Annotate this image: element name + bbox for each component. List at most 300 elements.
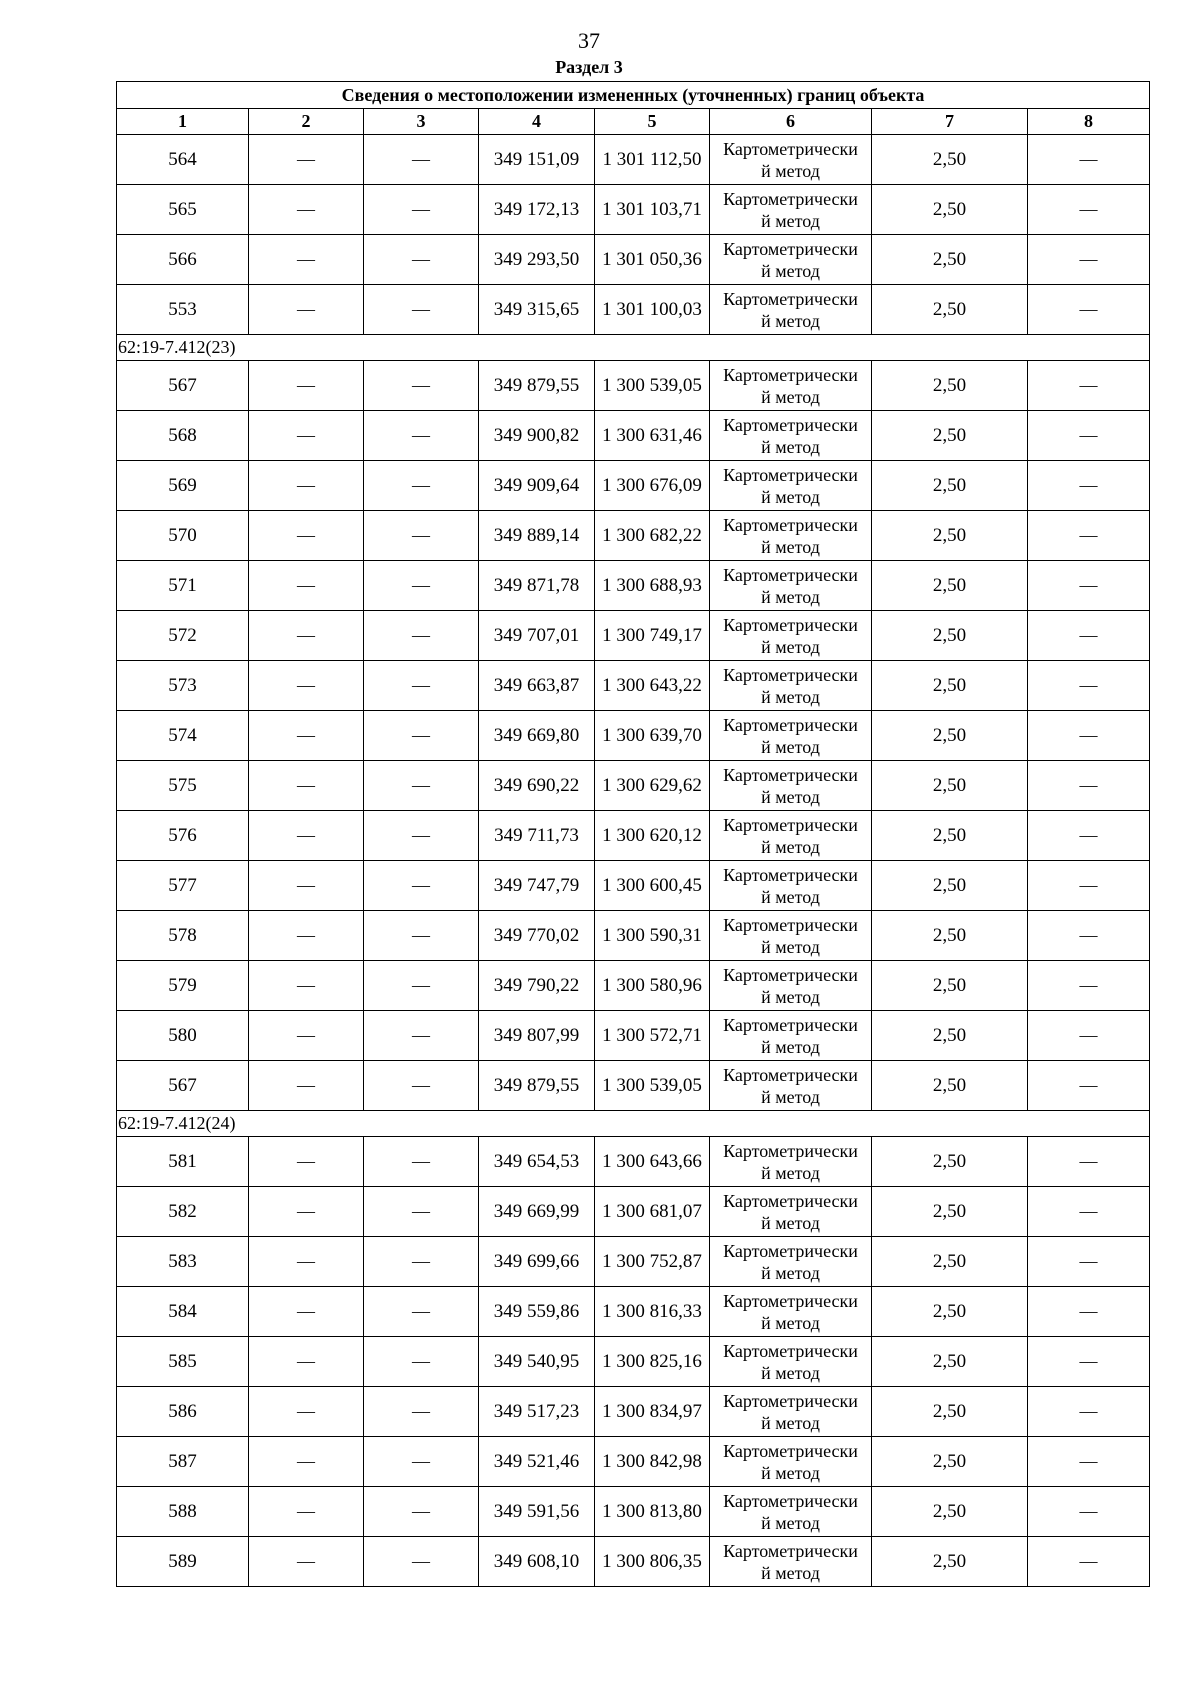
page-number: 37 (578, 28, 600, 53)
accuracy-cell: 2,50 (872, 1287, 1028, 1337)
dash-cell: — (1028, 1487, 1150, 1537)
dash-cell: — (364, 711, 479, 761)
dash-cell: — (249, 1137, 364, 1187)
y-coordinate-cell: 1 301 100,03 (595, 285, 710, 335)
dash-cell: — (249, 1337, 364, 1387)
method-cell (710, 1337, 872, 1387)
x-coordinate-cell: 349 900,82 (479, 411, 595, 461)
method-cell (710, 561, 872, 611)
y-coordinate-cell: 1 301 112,50 (595, 135, 710, 185)
method-line-2: й метод (761, 1036, 820, 1057)
column-number: 8 (1028, 109, 1150, 135)
accuracy-cell: 2,50 (872, 911, 1028, 961)
accuracy-cell: 2,50 (872, 1387, 1028, 1437)
table-row (117, 711, 1150, 761)
point-number-cell: 582 (117, 1187, 249, 1237)
table-row (117, 411, 1150, 461)
x-coordinate-cell: 349 293,50 (479, 235, 595, 285)
table-row (117, 461, 1150, 511)
method-cell (710, 135, 872, 185)
accuracy-cell: 2,50 (872, 1237, 1028, 1287)
dash-cell: — (364, 661, 479, 711)
x-coordinate-cell: 349 669,99 (479, 1187, 595, 1237)
method-cell (710, 1237, 872, 1287)
dash-cell: — (1028, 185, 1150, 235)
point-number-cell: 584 (117, 1287, 249, 1337)
dash-cell: — (1028, 285, 1150, 335)
accuracy-cell: 2,50 (872, 1437, 1028, 1487)
dash-cell: — (249, 861, 364, 911)
dash-cell: — (249, 811, 364, 861)
point-number-cell: 585 (117, 1337, 249, 1387)
method-line-2: й метод (761, 310, 820, 331)
method-line-2: й метод (761, 986, 820, 1007)
dash-cell: — (249, 1437, 364, 1487)
y-coordinate-cell: 1 300 749,17 (595, 611, 710, 661)
table-row (117, 1287, 1150, 1337)
method-line-1: Картометрически (723, 414, 858, 435)
dash-cell: — (364, 135, 479, 185)
dash-cell: — (364, 1137, 479, 1187)
y-coordinate-cell: 1 300 806,35 (595, 1537, 710, 1587)
table-row (117, 761, 1150, 811)
dash-cell: — (1028, 361, 1150, 411)
table-row (117, 235, 1150, 285)
accuracy-cell: 2,50 (872, 1061, 1028, 1111)
dash-cell: — (249, 285, 364, 335)
point-number-cell: 564 (117, 135, 249, 185)
point-number-cell: 589 (117, 1537, 249, 1587)
accuracy-cell: 2,50 (872, 411, 1028, 461)
dash-cell: — (1028, 461, 1150, 511)
accuracy-cell: 2,50 (872, 1337, 1028, 1387)
method-line-2: й метод (761, 1362, 820, 1383)
accuracy-cell: 2,50 (872, 561, 1028, 611)
accuracy-cell: 2,50 (872, 1537, 1028, 1587)
accuracy-cell: 2,50 (872, 511, 1028, 561)
x-coordinate-cell: 349 690,22 (479, 761, 595, 811)
dash-cell: — (249, 1061, 364, 1111)
method-cell (710, 411, 872, 461)
dash-cell: — (1028, 911, 1150, 961)
x-coordinate-cell: 349 807,99 (479, 1011, 595, 1061)
accuracy-cell: 2,50 (872, 811, 1028, 861)
method-cell (710, 1287, 872, 1337)
table-title: Сведения о местоположении измененных (уточненных) границ объекта (117, 82, 1150, 109)
table-body (117, 135, 1150, 1587)
point-number-cell: 583 (117, 1237, 249, 1287)
point-number-cell: 566 (117, 235, 249, 285)
method-line-2: й метод (761, 1162, 820, 1183)
x-coordinate-cell: 349 591,56 (479, 1487, 595, 1537)
x-coordinate-cell: 349 879,55 (479, 361, 595, 411)
method-line-2: й метод (761, 586, 820, 607)
method-cell (710, 1537, 872, 1587)
y-coordinate-cell: 1 300 752,87 (595, 1237, 710, 1287)
accuracy-cell: 2,50 (872, 361, 1028, 411)
x-coordinate-cell: 349 871,78 (479, 561, 595, 611)
dash-cell: — (1028, 961, 1150, 1011)
x-coordinate-cell: 349 889,14 (479, 511, 595, 561)
method-cell (710, 1137, 872, 1187)
method-line-1: Картометрически (723, 288, 858, 309)
y-coordinate-cell: 1 300 816,33 (595, 1287, 710, 1337)
y-coordinate-cell: 1 300 834,97 (595, 1387, 710, 1437)
dash-cell: — (1028, 1187, 1150, 1237)
table-row (117, 1061, 1150, 1111)
dash-cell: — (364, 235, 479, 285)
method-line-2: й метод (761, 1086, 820, 1107)
method-line-1: Картометрически (723, 1440, 858, 1461)
method-line-2: й метод (761, 260, 820, 281)
dash-cell: — (249, 761, 364, 811)
table-row (117, 861, 1150, 911)
dash-cell: — (249, 1387, 364, 1437)
method-line-2: й метод (761, 386, 820, 407)
dash-cell: — (249, 1011, 364, 1061)
y-coordinate-cell: 1 300 825,16 (595, 1337, 710, 1387)
group-row (117, 335, 1150, 361)
dash-cell: — (1028, 1287, 1150, 1337)
x-coordinate-cell: 349 151,09 (479, 135, 595, 185)
point-number-cell: 569 (117, 461, 249, 511)
dash-cell: — (249, 711, 364, 761)
method-cell (710, 761, 872, 811)
accuracy-cell: 2,50 (872, 711, 1028, 761)
point-number-cell: 581 (117, 1137, 249, 1187)
dash-cell: — (364, 185, 479, 235)
dash-cell: — (364, 861, 479, 911)
x-coordinate-cell: 349 608,10 (479, 1537, 595, 1587)
accuracy-cell: 2,50 (872, 861, 1028, 911)
point-number-cell: 580 (117, 1011, 249, 1061)
accuracy-cell: 2,50 (872, 661, 1028, 711)
dash-cell: — (1028, 811, 1150, 861)
method-line-1: Картометрически (723, 964, 858, 985)
point-number-cell: 577 (117, 861, 249, 911)
method-line-1: Картометрически (723, 664, 858, 685)
x-coordinate-cell: 349 517,23 (479, 1387, 595, 1437)
x-coordinate-cell: 349 559,86 (479, 1287, 595, 1337)
y-coordinate-cell: 1 300 539,05 (595, 1061, 710, 1111)
dash-cell: — (1028, 1437, 1150, 1487)
column-number-row (117, 109, 1150, 135)
dash-cell: — (1028, 1011, 1150, 1061)
dash-cell: — (1028, 1061, 1150, 1111)
method-cell (710, 1487, 872, 1537)
table-row (117, 1537, 1150, 1587)
y-coordinate-cell: 1 300 539,05 (595, 361, 710, 411)
point-number-cell: 568 (117, 411, 249, 461)
x-coordinate-cell: 349 707,01 (479, 611, 595, 661)
method-line-2: й метод (761, 160, 820, 181)
x-coordinate-cell: 349 909,64 (479, 461, 595, 511)
method-line-1: Картометрически (723, 1140, 858, 1161)
x-coordinate-cell: 349 790,22 (479, 961, 595, 1011)
dash-cell: — (249, 411, 364, 461)
column-number: 4 (479, 109, 595, 135)
x-coordinate-cell: 349 521,46 (479, 1437, 595, 1487)
method-cell (710, 1387, 872, 1437)
point-number-cell: 576 (117, 811, 249, 861)
dash-cell: — (364, 811, 479, 861)
point-number-cell: 579 (117, 961, 249, 1011)
dash-cell: — (364, 1337, 479, 1387)
x-coordinate-cell: 349 879,55 (479, 1061, 595, 1111)
dash-cell: — (364, 1487, 479, 1537)
section-title: Раздел 3 (555, 57, 623, 77)
point-number-cell: 578 (117, 911, 249, 961)
method-line-2: й метод (761, 636, 820, 657)
method-cell (710, 1011, 872, 1061)
method-line-1: Картометрически (723, 464, 858, 485)
method-line-1: Картометрически (723, 364, 858, 385)
table-row (117, 1011, 1150, 1061)
point-number-cell: 586 (117, 1387, 249, 1437)
point-number-cell: 573 (117, 661, 249, 711)
column-number: 5 (595, 109, 710, 135)
method-line-1: Картометрически (723, 1390, 858, 1411)
method-line-1: Картометрически (723, 864, 858, 885)
table-row (117, 911, 1150, 961)
method-line-1: Картометрически (723, 1290, 858, 1311)
table-row (117, 1487, 1150, 1537)
y-coordinate-cell: 1 300 620,12 (595, 811, 710, 861)
dash-cell: — (249, 135, 364, 185)
group-label: 62:19-7.412(23) (117, 335, 1150, 361)
accuracy-cell: 2,50 (872, 1187, 1028, 1237)
method-cell (710, 911, 872, 961)
boundary-coordinates-table (116, 81, 1150, 1587)
x-coordinate-cell: 349 172,13 (479, 185, 595, 235)
x-coordinate-cell: 349 654,53 (479, 1137, 595, 1187)
dash-cell: — (364, 411, 479, 461)
method-line-2: й метод (761, 886, 820, 907)
y-coordinate-cell: 1 300 639,70 (595, 711, 710, 761)
method-line-1: Картометрически (723, 1014, 858, 1035)
accuracy-cell: 2,50 (872, 1137, 1028, 1187)
x-coordinate-cell: 349 711,73 (479, 811, 595, 861)
method-cell (710, 711, 872, 761)
table-row (117, 135, 1150, 185)
dash-cell: — (1028, 235, 1150, 285)
method-cell (710, 661, 872, 711)
method-line-2: й метод (761, 1312, 820, 1333)
point-number-cell: 571 (117, 561, 249, 611)
y-coordinate-cell: 1 300 682,22 (595, 511, 710, 561)
method-line-2: й метод (761, 786, 820, 807)
y-coordinate-cell: 1 300 842,98 (595, 1437, 710, 1487)
table-row (117, 611, 1150, 661)
dash-cell: — (249, 235, 364, 285)
method-cell (710, 185, 872, 235)
dash-cell: — (364, 1537, 479, 1587)
point-number-cell: 567 (117, 361, 249, 411)
table-row (117, 361, 1150, 411)
dash-cell: — (1028, 1387, 1150, 1437)
y-coordinate-cell: 1 300 600,45 (595, 861, 710, 911)
table-row (117, 961, 1150, 1011)
x-coordinate-cell: 349 669,80 (479, 711, 595, 761)
dash-cell: — (249, 511, 364, 561)
method-line-2: й метод (761, 486, 820, 507)
dash-cell: — (249, 1487, 364, 1537)
dash-cell: — (1028, 1137, 1150, 1187)
table-row (117, 1337, 1150, 1387)
method-line-2: й метод (761, 1262, 820, 1283)
dash-cell: — (364, 1187, 479, 1237)
point-number-cell: 574 (117, 711, 249, 761)
point-number-cell: 588 (117, 1487, 249, 1537)
dash-cell: — (364, 911, 479, 961)
method-line-2: й метод (761, 1562, 820, 1583)
method-line-2: й метод (761, 1412, 820, 1433)
dash-cell: — (364, 1437, 479, 1487)
method-line-1: Картометрически (723, 238, 858, 259)
dash-cell: — (1028, 611, 1150, 661)
y-coordinate-cell: 1 300 572,71 (595, 1011, 710, 1061)
method-cell (710, 1187, 872, 1237)
point-number-cell: 587 (117, 1437, 249, 1487)
y-coordinate-cell: 1 301 050,36 (595, 235, 710, 285)
y-coordinate-cell: 1 300 631,46 (595, 411, 710, 461)
dash-cell: — (1028, 861, 1150, 911)
dash-cell: — (249, 1287, 364, 1337)
accuracy-cell: 2,50 (872, 961, 1028, 1011)
dash-cell: — (364, 285, 479, 335)
y-coordinate-cell: 1 300 676,09 (595, 461, 710, 511)
accuracy-cell: 2,50 (872, 185, 1028, 235)
method-line-2: й метод (761, 936, 820, 957)
method-cell (710, 361, 872, 411)
method-cell (710, 811, 872, 861)
method-line-1: Картометрически (723, 1240, 858, 1261)
dash-cell: — (249, 1537, 364, 1587)
method-cell (710, 285, 872, 335)
method-line-1: Картометрически (723, 1540, 858, 1561)
column-number: 7 (872, 109, 1028, 135)
y-coordinate-cell: 1 300 643,22 (595, 661, 710, 711)
table-row (117, 1137, 1150, 1187)
dash-cell: — (1028, 661, 1150, 711)
method-line-2: й метод (761, 1462, 820, 1483)
method-line-2: й метод (761, 686, 820, 707)
method-cell (710, 861, 872, 911)
dash-cell: — (249, 611, 364, 661)
table-row (117, 811, 1150, 861)
y-coordinate-cell: 1 300 681,07 (595, 1187, 710, 1237)
method-line-1: Картометрически (723, 1340, 858, 1361)
accuracy-cell: 2,50 (872, 235, 1028, 285)
accuracy-cell: 2,50 (872, 611, 1028, 661)
method-line-2: й метод (761, 1512, 820, 1533)
method-line-2: й метод (761, 210, 820, 231)
method-line-1: Картометрически (723, 764, 858, 785)
point-number-cell: 570 (117, 511, 249, 561)
x-coordinate-cell: 349 315,65 (479, 285, 595, 335)
dash-cell: — (1028, 711, 1150, 761)
dash-cell: — (1028, 761, 1150, 811)
accuracy-cell: 2,50 (872, 1487, 1028, 1537)
table-row (117, 185, 1150, 235)
dash-cell: — (249, 961, 364, 1011)
point-number-cell: 553 (117, 285, 249, 335)
accuracy-cell: 2,50 (872, 135, 1028, 185)
dash-cell: — (364, 461, 479, 511)
point-number-cell: 567 (117, 1061, 249, 1111)
dash-cell: — (1028, 561, 1150, 611)
accuracy-cell: 2,50 (872, 1011, 1028, 1061)
dash-cell: — (364, 1011, 479, 1061)
dash-cell: — (364, 361, 479, 411)
dash-cell: — (364, 1237, 479, 1287)
y-coordinate-cell: 1 301 103,71 (595, 185, 710, 235)
dash-cell: — (249, 661, 364, 711)
table-row (117, 661, 1150, 711)
method-cell (710, 961, 872, 1011)
y-coordinate-cell: 1 300 629,62 (595, 761, 710, 811)
method-cell (710, 511, 872, 561)
dash-cell: — (249, 461, 364, 511)
dash-cell: — (364, 511, 479, 561)
method-line-2: й метод (761, 1212, 820, 1233)
accuracy-cell: 2,50 (872, 285, 1028, 335)
dash-cell: — (364, 1287, 479, 1337)
dash-cell: — (1028, 1237, 1150, 1287)
y-coordinate-cell: 1 300 643,66 (595, 1137, 710, 1187)
y-coordinate-cell: 1 300 590,31 (595, 911, 710, 961)
table-row (117, 285, 1150, 335)
x-coordinate-cell: 349 540,95 (479, 1337, 595, 1387)
method-line-1: Картометрически (723, 1064, 858, 1085)
column-number: 3 (364, 109, 479, 135)
dash-cell: — (249, 185, 364, 235)
method-cell (710, 235, 872, 285)
method-cell (710, 611, 872, 661)
method-line-2: й метод (761, 436, 820, 457)
method-line-1: Картометрически (723, 188, 858, 209)
dash-cell: — (364, 961, 479, 1011)
dash-cell: — (249, 561, 364, 611)
accuracy-cell: 2,50 (872, 761, 1028, 811)
method-line-2: й метод (761, 736, 820, 757)
x-coordinate-cell: 349 663,87 (479, 661, 595, 711)
method-line-1: Картометрически (723, 138, 858, 159)
dash-cell: — (1028, 511, 1150, 561)
method-cell (710, 1061, 872, 1111)
group-row (117, 1111, 1150, 1137)
method-line-1: Картометрически (723, 714, 858, 735)
dash-cell: — (364, 611, 479, 661)
dash-cell: — (1028, 1537, 1150, 1587)
table-row (117, 1187, 1150, 1237)
column-number: 6 (710, 109, 872, 135)
method-line-1: Картометрически (723, 1190, 858, 1211)
method-line-1: Картометрически (723, 514, 858, 535)
dash-cell: — (364, 561, 479, 611)
dash-cell: — (249, 911, 364, 961)
method-line-2: й метод (761, 536, 820, 557)
dash-cell: — (364, 1387, 479, 1437)
accuracy-cell: 2,50 (872, 461, 1028, 511)
dash-cell: — (249, 1237, 364, 1287)
table-row (117, 1387, 1150, 1437)
table-row (117, 1437, 1150, 1487)
x-coordinate-cell: 349 770,02 (479, 911, 595, 961)
dash-cell: — (1028, 411, 1150, 461)
y-coordinate-cell: 1 300 688,93 (595, 561, 710, 611)
y-coordinate-cell: 1 300 813,80 (595, 1487, 710, 1537)
